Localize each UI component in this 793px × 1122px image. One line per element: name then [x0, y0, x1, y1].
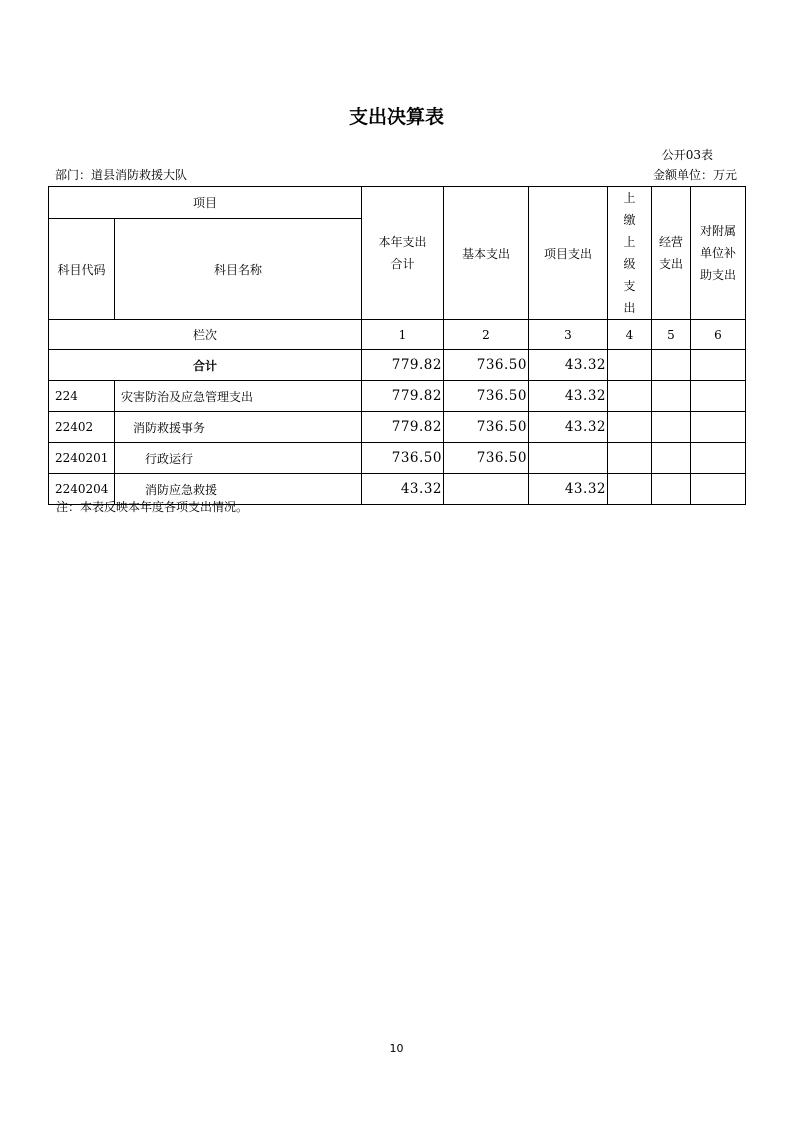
row-total: 779.82	[362, 412, 444, 443]
column-index-6: 6	[691, 320, 746, 350]
subject-name: 消防应急救援	[115, 474, 362, 505]
page-number: 10	[389, 1042, 404, 1055]
row-total: 779.82	[362, 381, 444, 412]
subject-name: 灾害防治及应急管理支出	[115, 381, 362, 412]
column-index-5: 5	[652, 320, 691, 350]
total-label: 合计	[49, 350, 362, 381]
header-upper-payment: 上缴上级支出	[608, 187, 652, 320]
row-business	[652, 412, 691, 443]
subject-name: 行政运行	[115, 443, 362, 474]
total-business	[652, 350, 691, 381]
row-subsidy	[691, 474, 746, 505]
page-title: 支出决算表	[348, 106, 444, 128]
row-project-expense: 43.32	[529, 474, 608, 505]
row-project-expense: 43.32	[529, 381, 608, 412]
department-label: 部门：道县消防救援大队	[55, 168, 188, 182]
row-upper-payment	[608, 381, 652, 412]
column-index-2: 2	[444, 320, 529, 350]
total-basic: 736.50	[444, 350, 529, 381]
row-basic: 736.50	[444, 412, 529, 443]
header-subject-code: 科目代码	[49, 219, 115, 320]
row-basic	[444, 474, 529, 505]
row-total: 736.50	[362, 443, 444, 474]
total-amount: 779.82	[362, 350, 444, 381]
expenditure-table	[48, 186, 746, 505]
row-subsidy	[691, 443, 746, 474]
column-index-3: 3	[529, 320, 608, 350]
total-row	[49, 350, 746, 381]
header-subject-name: 科目名称	[115, 219, 362, 320]
row-upper-payment	[608, 474, 652, 505]
row-business	[652, 443, 691, 474]
subject-code: 22402	[49, 412, 115, 443]
row-total: 43.32	[362, 474, 444, 505]
row-upper-payment	[608, 412, 652, 443]
table-row	[49, 443, 746, 474]
row-subsidy	[691, 381, 746, 412]
subject-code: 2240204	[49, 474, 115, 505]
header-project-expense: 项目支出	[529, 187, 608, 320]
subject-code: 2240201	[49, 443, 115, 474]
row-subsidy	[691, 412, 746, 443]
header-project: 项目	[49, 187, 362, 219]
header-basic: 基本支出	[444, 187, 529, 320]
row-project-expense: 43.32	[529, 412, 608, 443]
table-row	[49, 381, 746, 412]
row-basic: 736.50	[444, 381, 529, 412]
row-business	[652, 381, 691, 412]
subject-code: 224	[49, 381, 115, 412]
total-subsidy	[691, 350, 746, 381]
header-total: 本年支出合计	[362, 187, 444, 320]
row-upper-payment	[608, 443, 652, 474]
amount-unit-label: 金额单位：万元	[652, 168, 737, 182]
column-index-1: 1	[362, 320, 444, 350]
table-note: 注：本表反映本年度各项支出情况。	[56, 500, 249, 514]
header-subsidy: 对附属单位补助支出	[691, 187, 746, 320]
form-code: 公开03表	[661, 148, 713, 162]
header-business: 经营支出	[652, 187, 691, 320]
column-index-4: 4	[608, 320, 652, 350]
row-project-expense	[529, 443, 608, 474]
total-project-expense: 43.32	[529, 350, 608, 381]
row-basic: 736.50	[444, 443, 529, 474]
total-upper-payment	[608, 350, 652, 381]
table-row	[49, 412, 746, 443]
row-business	[652, 474, 691, 505]
subject-name: 消防救援事务	[115, 412, 362, 443]
column-index-label: 栏次	[49, 320, 362, 350]
